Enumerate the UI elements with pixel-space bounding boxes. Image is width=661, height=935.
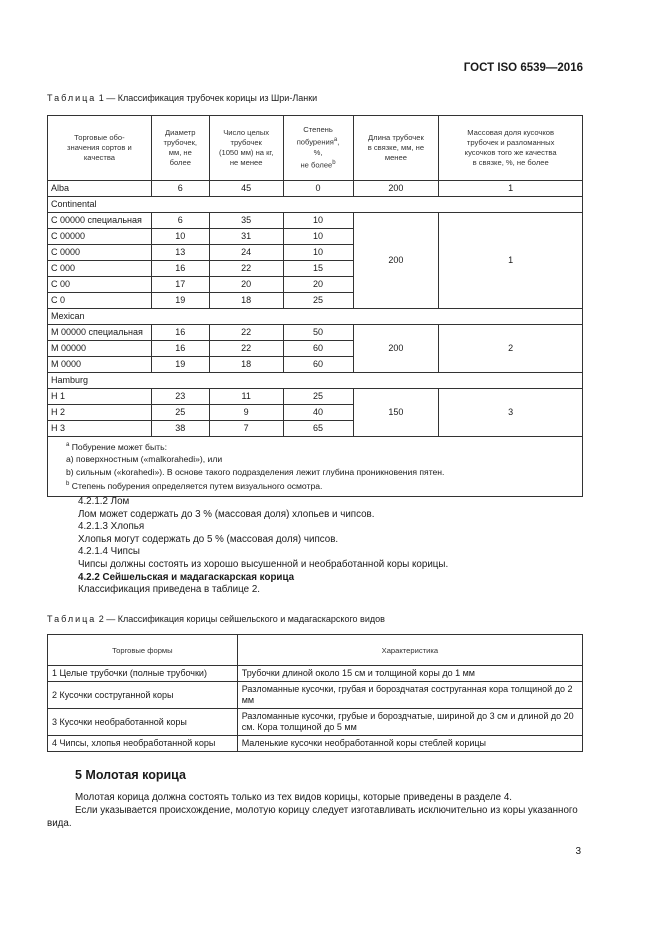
- group-row: [48, 373, 583, 389]
- grade-cell: C 0: [48, 293, 152, 309]
- length-cell: 200: [353, 181, 439, 197]
- browning-cell: 25: [283, 389, 353, 405]
- length-cell: 150: [353, 389, 439, 437]
- browning-cell: 60: [283, 357, 353, 373]
- table2-header-characteristic: Характеристика: [237, 635, 582, 666]
- mass-cell: 1: [439, 181, 583, 197]
- diameter-cell: 38: [151, 421, 209, 437]
- paragraphs-4-2: [78, 496, 448, 597]
- document-code: ГОСТ ISO 6539—2016: [463, 62, 583, 74]
- diameter-cell: 6: [151, 213, 209, 229]
- grade-cell: C 00000: [48, 229, 152, 245]
- grade-cell: Alba: [48, 181, 152, 197]
- grade-cell: M 00000 специальная: [48, 325, 152, 341]
- grade-cell: C 000: [48, 261, 152, 277]
- length-cell: 200: [353, 325, 439, 373]
- browning-cell: 50: [283, 325, 353, 341]
- table1-caption-text: 1 — Классификация трубочек корицы из Шри-Ланки: [96, 93, 318, 103]
- table2-header-forms: Торговые формы: [48, 635, 238, 666]
- mass-cell: 3: [439, 389, 583, 437]
- table2-caption-word: Таблица: [47, 614, 97, 624]
- diameter-cell: 16: [151, 261, 209, 277]
- desc-cell: Маленькие кусочки необработанной коры стеблей корицы: [237, 736, 582, 752]
- count-cell: 22: [209, 341, 283, 357]
- group-name: Continental: [48, 197, 583, 213]
- table-seychelles-classification: [47, 634, 583, 752]
- table1-header-count: Число целых трубочек (1050 мм) на кг, не менее: [209, 116, 283, 181]
- count-cell: 31: [209, 229, 283, 245]
- para-4-2-2-text: Классификация приведена в таблице 2.: [78, 584, 260, 596]
- table-row: [48, 682, 583, 709]
- para-4-2-2-heading: 4.2.2 Сейшельская и мадагаскарская корица: [78, 571, 295, 583]
- browning-cell: 25: [283, 293, 353, 309]
- count-cell: 7: [209, 421, 283, 437]
- table-row: [48, 325, 583, 341]
- browning-cell: 20: [283, 277, 353, 293]
- group-name: Hamburg: [48, 373, 583, 389]
- section-5-title: 5 Молотая корица: [75, 768, 186, 782]
- table1-header-grade: Торговые обо- значения сортов и качества: [48, 116, 152, 181]
- table1-header-browning: Степень побурения$^a$, %, не более$^b$: [283, 116, 353, 181]
- table-row: [48, 709, 583, 736]
- table1-header-diameter: Диаметр трубочек, мм, не более: [151, 116, 209, 181]
- grade-cell: C 00000 специальная: [48, 213, 152, 229]
- grade-cell: C 0000: [48, 245, 152, 261]
- browning-cell: 60: [283, 341, 353, 357]
- para-4-2-1-2-heading: 4.2.1.2 Лом: [78, 496, 130, 507]
- note-a-item2: b) сильным («korahedi»). В основе такого подразделения лежит глубина проникновения пятен.: [66, 466, 445, 477]
- count-cell: 18: [209, 357, 283, 373]
- note-a: $^a$ Побурение может быть:: [66, 441, 167, 452]
- count-cell: 45: [209, 181, 283, 197]
- browning-cell: 10: [283, 213, 353, 229]
- table1-caption: [47, 93, 317, 103]
- desc-cell: Разломанные кусочки, грубые и бороздчатые, шириной до 3 см и длиной до 20 см. Кора толщиной до 5 мм: [237, 709, 582, 736]
- count-cell: 22: [209, 325, 283, 341]
- count-cell: 9: [209, 405, 283, 421]
- grade-cell: C 00: [48, 277, 152, 293]
- mass-cell: 2: [439, 325, 583, 373]
- grade-cell: M 00000: [48, 341, 152, 357]
- table1-caption-word: Таблица: [47, 93, 97, 103]
- para-4-2-1-2-text: Лом может содержать до 3 % (массовая доля) хлопьев и чипсов.: [78, 508, 375, 520]
- desc-cell: Разломанные кусочки, грубая и бороздчатая соструганная кора толщиной до 2 мм: [237, 682, 582, 709]
- para-4-2-1-4-heading: 4.2.1.4 Чипсы: [78, 546, 140, 558]
- count-cell: 22: [209, 261, 283, 277]
- table-row: [48, 666, 583, 682]
- group-row: [48, 197, 583, 213]
- page-number: 3: [575, 846, 581, 857]
- form-cell: 4 Чипсы, хлопья необработанной коры: [48, 736, 238, 752]
- count-cell: 20: [209, 277, 283, 293]
- table1-notes-row: [48, 437, 583, 497]
- diameter-cell: 13: [151, 245, 209, 261]
- diameter-cell: 10: [151, 229, 209, 245]
- table2-caption: [47, 614, 385, 624]
- table1-notes: [48, 437, 583, 497]
- diameter-cell: 17: [151, 277, 209, 293]
- table-row: [48, 181, 583, 197]
- table-row: [48, 736, 583, 752]
- group-row: [48, 309, 583, 325]
- table-row: [48, 389, 583, 405]
- diameter-cell: 19: [151, 293, 209, 309]
- browning-cell: 15: [283, 261, 353, 277]
- count-cell: 35: [209, 213, 283, 229]
- table1-header-length: Длина трубочек в связке, мм, не менее: [353, 116, 439, 181]
- form-cell: 3 Кусочки необработанной коры: [48, 709, 238, 736]
- grade-cell: H 3: [48, 421, 152, 437]
- count-cell: 24: [209, 245, 283, 261]
- form-cell: 2 Кусочки соструганной коры: [48, 682, 238, 709]
- grade-cell: H 2: [48, 405, 152, 421]
- group-name: Mexican: [48, 309, 583, 325]
- form-cell: 1 Целые трубочки (полные трубочки): [48, 666, 238, 682]
- note-a-item1: а) поверхностным («malkorahedi»), или: [66, 454, 223, 465]
- diameter-cell: 6: [151, 181, 209, 197]
- browning-cell: 40: [283, 405, 353, 421]
- browning-cell: 10: [283, 229, 353, 245]
- browning-cell: 10: [283, 245, 353, 261]
- table2-header-row: [48, 635, 583, 666]
- mass-cell: 1: [439, 213, 583, 309]
- table2-caption-text: 2 — Классификация корицы сейшельского и мадагаскарского видов: [96, 614, 385, 624]
- table1-header-mass: Массовая доля кусочков трубочек и разломанных кусочков того же качества в связке, %, не более: [439, 116, 583, 181]
- grade-cell: M 0000: [48, 357, 152, 373]
- table-row: [48, 213, 583, 229]
- length-cell: 200: [353, 213, 439, 309]
- browning-cell: 0: [283, 181, 353, 197]
- section-5-para-2: Если указывается происхождение, молотую корицу следует изготавливать исключительно из коры указанного вида.: [47, 805, 578, 829]
- diameter-cell: 25: [151, 405, 209, 421]
- note-b: $^b$ Степень побурения определяется путем визуального осмотра.: [66, 481, 323, 492]
- section-5-para-1: Молотая корица должна состоять только из тех видов корицы, которые приведены в разделе 4.: [75, 792, 513, 803]
- diameter-cell: 16: [151, 325, 209, 341]
- table-sri-lanka-classification: [47, 115, 583, 497]
- diameter-cell: 19: [151, 357, 209, 373]
- para-4-2-1-4-text: Чипсы должны состоять из хорошо высушенной и необработанной коры корицы.: [78, 558, 449, 570]
- grade-cell: H 1: [48, 389, 152, 405]
- browning-cell: 65: [283, 421, 353, 437]
- para-4-2-1-3-text: Хлопья могут содержать до 5 % (массовая доля) чипсов.: [78, 533, 339, 545]
- count-cell: 18: [209, 293, 283, 309]
- diameter-cell: 16: [151, 341, 209, 357]
- para-4-2-1-3-heading: 4.2.1.3 Хлопья: [78, 521, 145, 533]
- desc-cell: Трубочки длиной около 15 см и толщиной коры до 1 мм: [237, 666, 582, 682]
- diameter-cell: 23: [151, 389, 209, 405]
- table1-header-row: [48, 116, 583, 181]
- count-cell: 11: [209, 389, 283, 405]
